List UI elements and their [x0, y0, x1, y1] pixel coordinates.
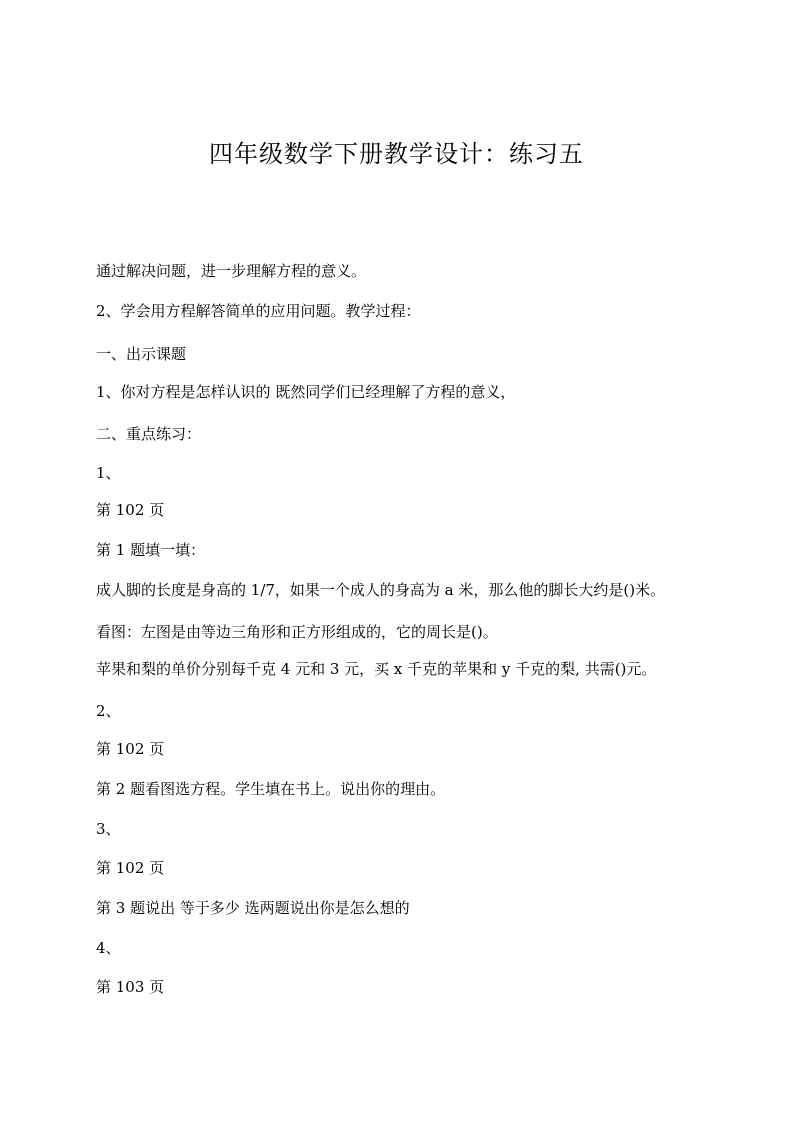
list-number-4: 4、 [96, 939, 121, 957]
exercise-1-item-b: 看图：左图是由等边三角形和正方形组成的，它的周长是()。 [96, 623, 498, 641]
page-ref-3: 第 102 页 [96, 859, 165, 877]
page-ref-4: 第 103 页 [96, 978, 165, 996]
body-line-goal: 通过解决问题，进一步理解方程的意义。 [96, 262, 367, 280]
document-title: 四年级数学下册教学设计：练习五 [209, 140, 584, 168]
page-ref-2: 第 102 页 [96, 740, 165, 758]
section-heading-2: 二、重点练习： [96, 425, 202, 443]
exercise-1-item-c: 苹果和梨的单价分别每千克 4 元和 3 元，买 x 千克的苹果和 y 千克的梨, 共需()元。 [96, 660, 657, 678]
section-heading-1: 一、出示课题 [96, 345, 187, 363]
exercise-3-heading: 第 3 题说出 等于多少 选两题说出你是怎么想的 [96, 899, 410, 917]
body-line-question: 1、你对方程是怎样认识的 既然同学们已经理解了方程的意义， [96, 383, 516, 401]
body-line-objective-2: 2、学会用方程解答简单的应用问题。教学过程： [96, 302, 421, 320]
exercise-1-heading: 第 1 题填一填： [96, 541, 206, 559]
page-ref-1: 第 102 页 [96, 501, 165, 519]
list-number-3: 3、 [96, 820, 121, 838]
list-number-2: 2、 [96, 702, 121, 720]
exercise-1-item-a: 成人脚的长度是身高的 1/7，如果一个成人的身高为 a 米，那么他的脚长大约是()米。 [96, 581, 666, 599]
exercise-2-heading: 第 2 题看图选方程。学生填在书上。说出你的理由。 [96, 780, 446, 798]
list-number-1: 1、 [96, 464, 121, 482]
